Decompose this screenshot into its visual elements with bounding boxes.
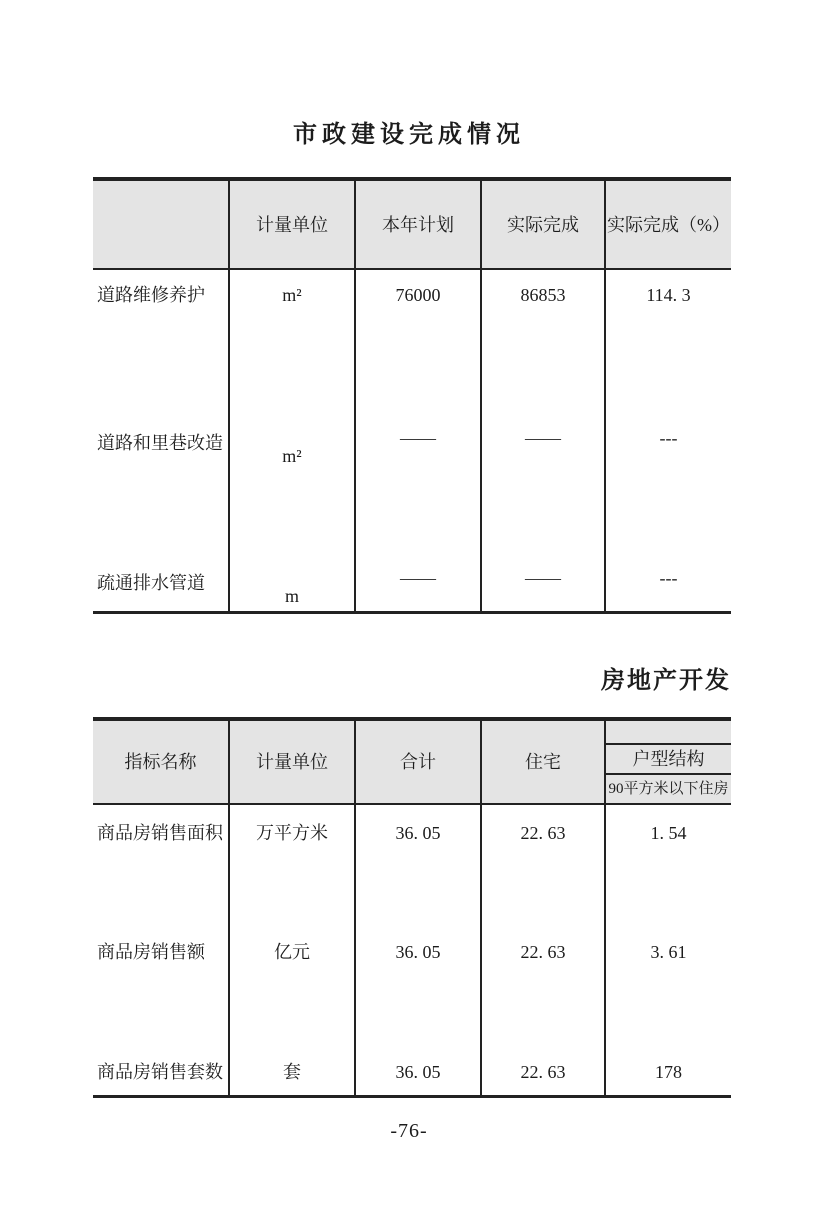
t1-row3-pct-text: --- bbox=[659, 568, 678, 588]
t1-row2-pct-text: --- bbox=[659, 427, 678, 448]
t2-row1-under90: 1. 54 bbox=[650, 823, 687, 843]
municipal-construction-table bbox=[93, 177, 731, 614]
t2-header-indicator: 指标名称 bbox=[93, 721, 230, 805]
t1-row3-unit-text: m bbox=[284, 586, 299, 606]
t1-row1-name: 道路维修养护 bbox=[93, 270, 230, 385]
t1-row2-unit bbox=[230, 385, 356, 500]
t1-row3-actual bbox=[482, 500, 606, 611]
t2-row2-total: 36. 05 bbox=[356, 903, 482, 1000]
t2-row2-residential: 22. 63 bbox=[482, 903, 606, 1000]
t1-row1-pct: 114. 3 bbox=[646, 285, 691, 305]
t1-row3-plan-text: —— bbox=[400, 568, 436, 588]
table1-title: 市政建设完成情况 bbox=[293, 122, 525, 148]
t2-row2-name: 商品房销售额 bbox=[93, 903, 230, 1000]
table2-title: 房地产开发 bbox=[601, 668, 731, 694]
t1-row3-name: 疏通排水管道 bbox=[93, 500, 230, 611]
t2-header-residential: 住宅 bbox=[482, 721, 606, 805]
page-number: -76- bbox=[390, 1120, 428, 1142]
t1-row3-actual-text: —— bbox=[525, 568, 561, 588]
t1-row2-actual bbox=[482, 385, 606, 500]
t1-row1-plan: 76000 bbox=[356, 270, 482, 385]
t2-header-structure-group: 户型结构 bbox=[606, 745, 731, 775]
t2-row3-total: 36. 05 bbox=[356, 1000, 482, 1095]
t1-row2-actual-text: —— bbox=[525, 427, 561, 448]
t2-row3-name: 商品房销售套数 bbox=[93, 1000, 230, 1095]
t2-header-unit: 计量单位 bbox=[230, 721, 356, 805]
t2-header-structure-blank bbox=[606, 721, 731, 745]
t2-row3-unit: 套 bbox=[230, 1000, 356, 1095]
t1-row1-unit: m² bbox=[230, 270, 356, 385]
t2-header-structure bbox=[606, 721, 731, 805]
t1-header-actual: 实际完成 bbox=[482, 181, 606, 270]
t1-row3-pct bbox=[606, 500, 731, 611]
t2-row1-total: 36. 05 bbox=[356, 805, 482, 903]
t2-row1-residential: 22. 63 bbox=[482, 805, 606, 903]
t2-row2-unit: 亿元 bbox=[230, 903, 356, 1000]
t1-header-blank bbox=[93, 181, 230, 270]
t1-row3-plan bbox=[356, 500, 482, 611]
t1-row2-plan-text: —— bbox=[400, 427, 436, 448]
t1-header-unit: 计量单位 bbox=[230, 181, 356, 270]
t1-row1-actual: 86853 bbox=[482, 270, 606, 385]
t1-header-pct: 实际完成（%） bbox=[606, 181, 731, 270]
t1-row2-plan bbox=[356, 385, 482, 500]
t2-row1-name: 商品房销售面积 bbox=[93, 805, 230, 903]
t2-row3-under90: 178 bbox=[655, 1062, 682, 1082]
real-estate-table bbox=[93, 717, 731, 1098]
t2-row2-under90: 3. 61 bbox=[650, 941, 687, 962]
t1-row2-unit-text: m² bbox=[282, 445, 302, 466]
t2-header-total: 合计 bbox=[356, 721, 482, 805]
t2-row3-residential: 22. 63 bbox=[482, 1000, 606, 1095]
t1-row2-name: 道路和里巷改造 bbox=[93, 385, 230, 500]
t2-header-structure-sub: 90平方米以下住房 bbox=[608, 781, 729, 797]
t1-row2-pct bbox=[606, 385, 731, 500]
t2-row1-unit: 万平方米 bbox=[230, 805, 356, 903]
t1-row3-unit bbox=[230, 500, 356, 611]
t1-header-plan: 本年计划 bbox=[356, 181, 482, 270]
